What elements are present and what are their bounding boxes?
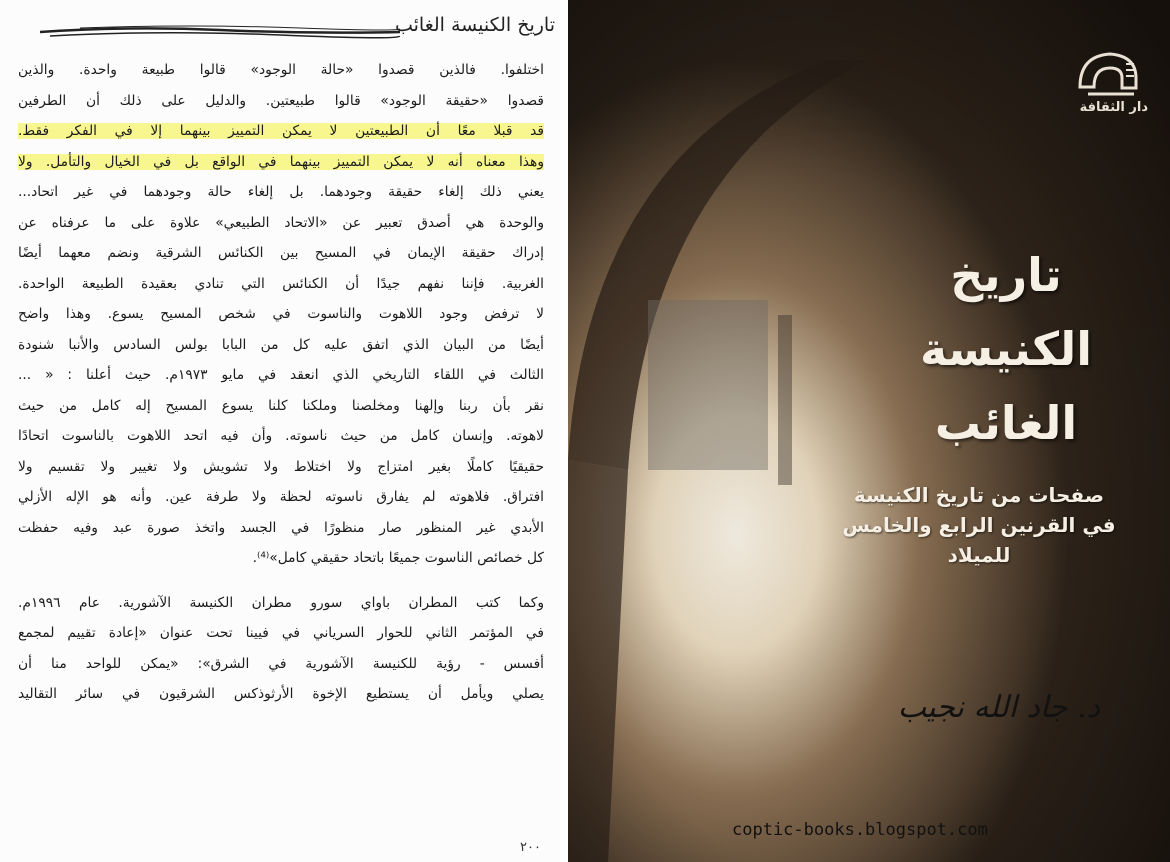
text-line: يصلي ويأمل أن يستطيع الإخوة الأرثوذكس الشرقيون في سائر التقاليد xyxy=(18,686,544,702)
text-line: افتراق. فلاهوته لم يفارق ناسوته لحظة ولا طرفة عين. وأنه هو الإله الأزلي xyxy=(18,489,544,505)
subtitle-line: صفحات من تاريخ الكنيسة xyxy=(853,483,1105,507)
highlighted-text: قد قبلا معًا أن الطبيعتين لا يمكن التمييز بينهما إلا في الفكر فقط. xyxy=(18,123,544,139)
text-line: قصدوا «حقيقة الوجود» قالوا طبيعتين. والدليل على ذلك أن الطرفين xyxy=(18,92,544,109)
text-line: في المؤتمر الثاني للحوار السرياني في فيينا تحت عنوان «إعادة تقييم لمجمع xyxy=(18,625,544,641)
text-line: لاهوته. وإنسان كامل من حيث ناسوته. وأن فيه اتحد اللاهوت بالناسوت اتحادًا xyxy=(18,428,544,444)
spread-divider xyxy=(560,0,568,862)
text-line: والوحدة هي أصدق تعبير عن «الاتحاد الطبيعي» علاوة على ما عرفناه عن xyxy=(18,214,544,231)
page-body xyxy=(18,55,544,710)
book-page xyxy=(0,0,560,862)
text-line: إدراك حقيقة الإيمان في المسيح بين الكنائس الشرقية ونضم معهما أيضًا xyxy=(18,245,544,261)
text-line: حقيقيًا كاملًا بغير امتزاج ولا اختلاط ولا تشويش ولا تغيير ولا تقسيم ولا xyxy=(18,458,544,475)
text-line xyxy=(18,147,544,178)
text-line: اختلفوا. فالذين قصدوا «حالة الوجود» قالوا طبيعة واحدة. والذين xyxy=(18,62,544,78)
text-line: نقر بأن ربنا وإلهنا ومخلصنا وملكنا كلنا يسوع المسيح إله كامل من حيث xyxy=(18,397,544,414)
book-title-line: الغائب xyxy=(934,396,1078,450)
running-title: تاريخ الكنيسة الغائب xyxy=(394,14,555,36)
subtitle-line: في القرنين الرابع والخامس xyxy=(842,513,1116,537)
running-head xyxy=(20,14,555,48)
book-cover xyxy=(568,0,1170,862)
text-line: يعني ذلك إلغاء حقيقة وجودهما. بل إلغاء حالة وجودهما في غير اتحاد... xyxy=(18,184,544,200)
book-subtitle xyxy=(814,480,1144,570)
text-line: لا ترفض وجود اللاهوت والناسوت في شخص المسيح يسوع. وهذا واضح xyxy=(18,306,544,322)
watermark-text: coptic-books.blogspot.com xyxy=(732,820,988,840)
text-line: أفسس - رؤية للكنيسة الآشورية في الشرق»: «يمكن للواحد منا أن xyxy=(18,655,544,672)
text-line: كل خصائص الناسوت جميعًا باتحاد حقيقي كامل»⁽⁴⁾. xyxy=(252,550,544,566)
book-title xyxy=(876,238,1136,460)
running-head-rule xyxy=(40,20,400,44)
author-signature: د. جاد الله نجيب xyxy=(897,690,1100,725)
text-line: وكما كتب المطران باواي سورو مطران الكنيسة الآشورية. عام ١٩٩٦م. xyxy=(18,594,544,611)
text-line xyxy=(18,116,544,147)
text-line: الأبدي غير المنظور صار منظورًا في الجسد واتخذ صورة عبد وفيه حفظت xyxy=(18,519,544,536)
publisher-name: دار الثقافة xyxy=(1079,100,1148,115)
book-title-line: الكنيسة xyxy=(919,322,1093,376)
subtitle-line: للميلاد xyxy=(947,543,1011,567)
text-line: الغربية. فإننا نفهم جيدًا أن الكنائس التي تنادي بعقيدة الطبيعة الواحدة. xyxy=(18,275,544,292)
text-line: الثالث في اللقاء التاريخي الذي انعقد في مايو ١٩٧٣م. حيث أعلنا : « ... xyxy=(18,367,544,383)
book-title-line: تاريخ xyxy=(950,248,1062,302)
page-number: ٢٠٠ xyxy=(520,840,541,855)
text-line: أيضًا من البيان الذي اتفق عليه كل من البابا بولس السادس والأنبا شنودة xyxy=(18,336,544,353)
highlighted-text: وهذا معناه أنه لا يمكن التمييز بينهما في الواقع بل في الخيال والتأمل. ولا xyxy=(18,153,544,170)
